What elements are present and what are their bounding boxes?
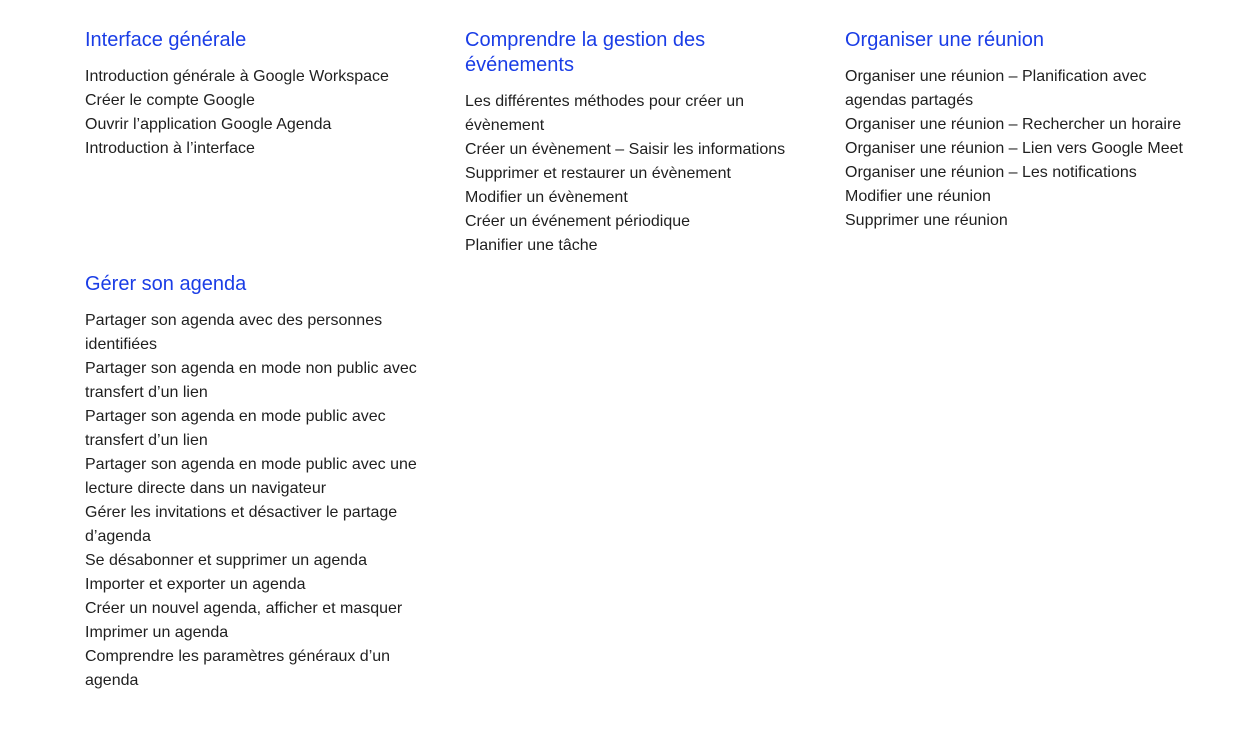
lesson-item[interactable]: Partager son agenda avec des personnes identifiées <box>85 312 383 353</box>
section-title: Gérer son agenda <box>85 273 247 295</box>
section-gerer-agenda <box>85 272 430 693</box>
section-interface-generale <box>85 28 430 258</box>
course-outline-grid <box>85 28 1195 693</box>
lesson-item[interactable]: Ouvrir l’application Google Agenda <box>85 116 332 133</box>
section-title: Organiser une réunion <box>845 29 1045 51</box>
lesson-item[interactable]: Supprimer une réunion <box>845 212 1008 229</box>
lesson-item[interactable]: Modifier une réunion <box>845 188 991 205</box>
section-organiser-reunion <box>845 28 1190 258</box>
lesson-item[interactable]: Organiser une réunion – Planification avec agendas partagés <box>845 68 1147 109</box>
lesson-item[interactable]: Créer un nouvel agenda, afficher et masquer <box>85 600 403 617</box>
section-title: Comprendre la gestion des événements <box>465 29 706 76</box>
lesson-item[interactable]: Partager son agenda en mode public avec transfert d’un lien <box>85 408 386 449</box>
lesson-item[interactable]: Créer un évènement – Saisir les informations <box>465 141 786 158</box>
lesson-item[interactable]: Se désabonner et supprimer un agenda <box>85 552 367 569</box>
lesson-list <box>465 90 810 258</box>
lesson-item[interactable]: Importer et exporter un agenda <box>85 576 306 593</box>
section-title: Interface générale <box>85 29 247 51</box>
lesson-item[interactable]: Gérer les invitations et désactiver le partage d’agenda <box>85 504 398 545</box>
lesson-list <box>85 65 430 161</box>
lesson-item[interactable]: Créer le compte Google <box>85 92 255 109</box>
lesson-item[interactable]: Introduction générale à Google Workspace <box>85 68 389 85</box>
lesson-item[interactable]: Introduction à l’interface <box>85 140 255 157</box>
lesson-item[interactable]: Imprimer un agenda <box>85 624 229 641</box>
lesson-item[interactable]: Créer un événement périodique <box>465 213 691 230</box>
section-gestion-evenements <box>465 28 810 258</box>
lesson-item[interactable]: Organiser une réunion – Lien vers Google Meet <box>845 140 1183 157</box>
lesson-item[interactable]: Modifier un évènement <box>465 189 628 206</box>
lesson-item[interactable]: Organiser une réunion – Rechercher un horaire <box>845 116 1182 133</box>
lesson-item[interactable]: Organiser une réunion – Les notifications <box>845 164 1137 181</box>
lesson-item[interactable]: Partager son agenda en mode public avec une lecture directe dans un navigateur <box>85 456 417 497</box>
lesson-item[interactable]: Comprendre les paramètres généraux d’un agenda <box>85 648 391 689</box>
lesson-list <box>845 65 1190 233</box>
lesson-item[interactable]: Partager son agenda en mode non public avec transfert d’un lien <box>85 360 417 401</box>
lesson-item[interactable]: Supprimer et restaurer un évènement <box>465 165 731 182</box>
lesson-item[interactable]: Les différentes méthodes pour créer un évènement <box>465 93 744 134</box>
lesson-list <box>85 309 430 693</box>
lesson-item[interactable]: Planifier une tâche <box>465 237 598 254</box>
